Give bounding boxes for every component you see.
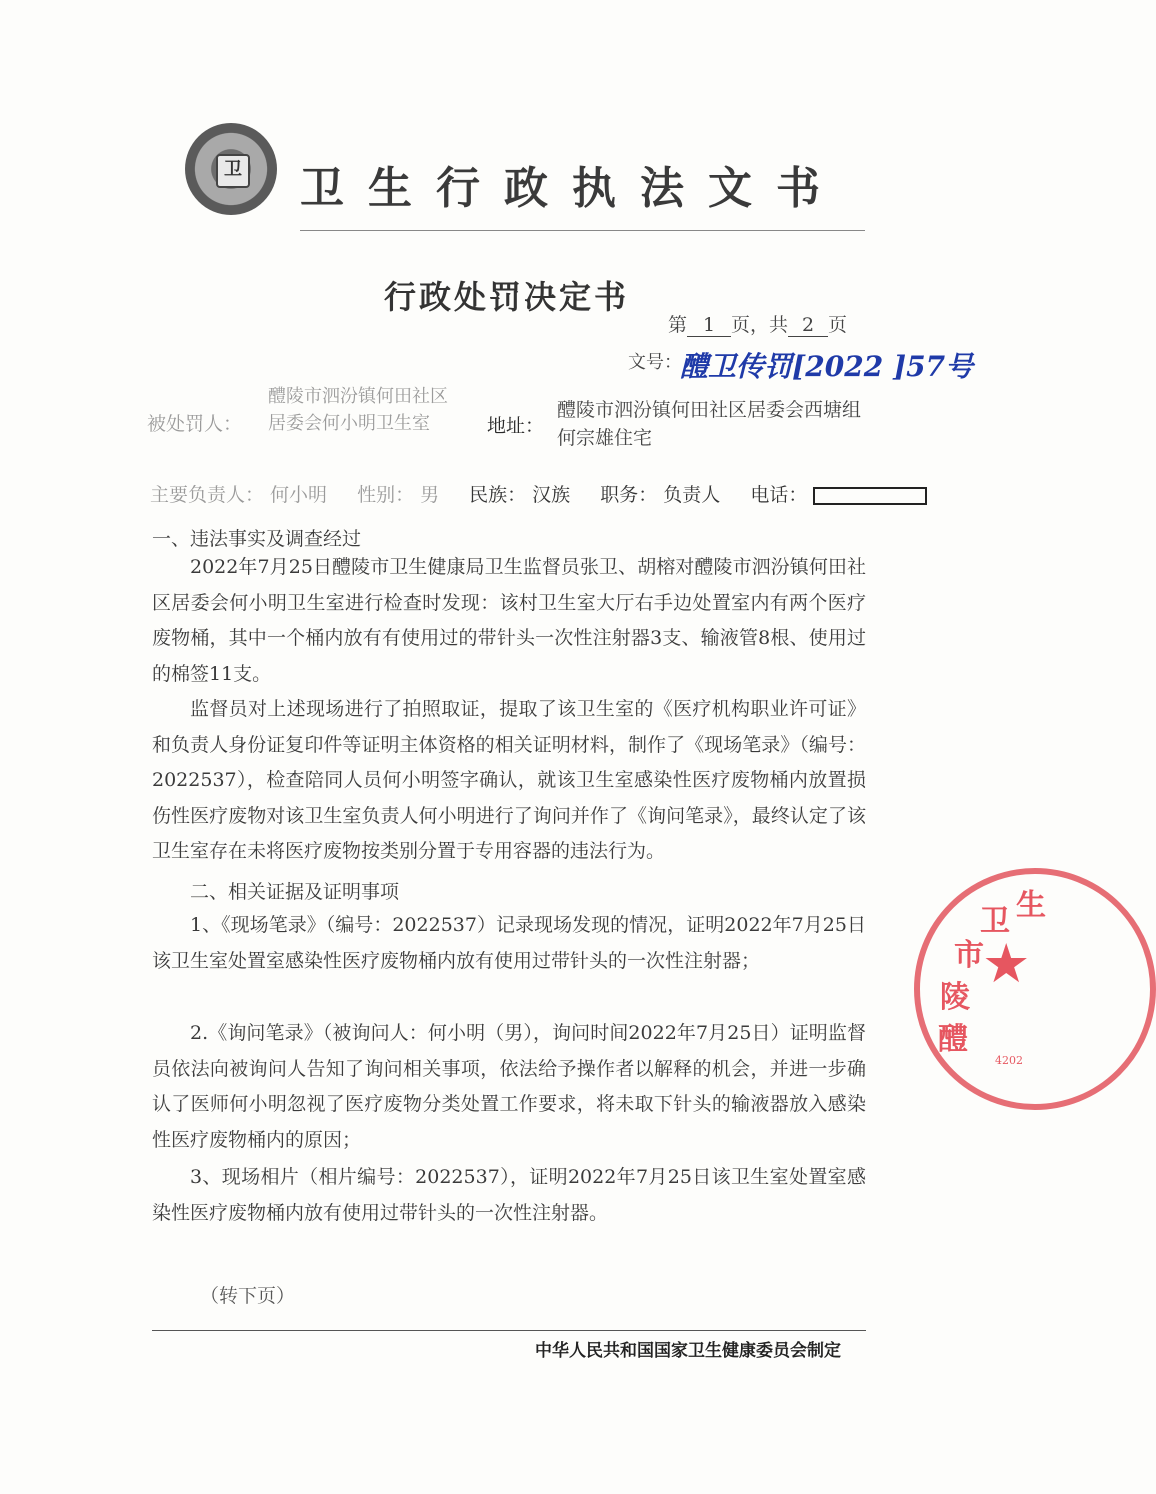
seal-char: 陵 — [940, 980, 970, 1015]
position-label: 职务： — [600, 484, 658, 506]
evidence-3: 3、现场相片（相片编号：2022537），证明2022年7月25日该卫生室处置室感染性医疗废物桶内放有使用过带针头的一次性注射器。 — [152, 1166, 866, 1224]
footer-divider — [152, 1330, 866, 1331]
page-current: 1 — [687, 314, 731, 337]
section1-paragraph2: 监督员对上述现场进行了拍照取证，提取了该卫生室的《医疗机构职业许可证》和负责人身份证复印件等证明主体资格的相关证明材料，制作了《现场笔录》（编号：2022537），检查陪同人员何小明签字确认，就该卫生室感染性医疗废物桶内放置损伤性医疗废物对该卫生室负责人何小明进行了询问并作了《询问笔录》，最终认定了该卫生室存在未将医疗废物按类别分置于专用容器的违法行为。 — [152, 698, 866, 862]
turn-page-note: （转下页） — [200, 1285, 296, 1307]
seal-star-icon: ★ — [982, 932, 1031, 995]
evidence-2: 2.《询问笔录》（被询问人：何小明（男），询问时间2022年7月25日）证明监督员依法向被询问人告知了询问相关事项，依法给予操作者以解释的机会，并进一步确认了医师何小明忽视了医疗废物分类处置工作要求，将未取下针头的输液器放入感染性医疗废物桶内的原因； — [152, 1022, 866, 1151]
info-line — [150, 480, 933, 507]
official-seal — [914, 868, 1156, 1110]
footer-issuer: 中华人民共和国国家卫生健康委员会制定 — [535, 1341, 841, 1361]
seal-char: 醴 — [938, 1022, 968, 1057]
ethnicity-value: 汉族 — [532, 484, 571, 506]
phone-redacted-box — [813, 487, 927, 505]
seal-number: 4202 — [995, 1054, 1023, 1067]
section1-heading: 一、违法事实及调查经过 — [152, 528, 362, 550]
party-name: 醴陵市泗汾镇何田社区居委会何小明卫生室 — [268, 386, 448, 434]
header-divider — [300, 230, 865, 231]
document-title: 行政处罚决定书 — [384, 278, 630, 316]
ethnicity-label: 民族： — [469, 484, 527, 506]
address-label: 地址： — [487, 415, 545, 437]
doc-number-handwritten: 醴卫传罚[2022 ]57号 — [680, 350, 974, 383]
seal-char: 生 — [1016, 888, 1046, 923]
phone-label: 电话： — [750, 484, 808, 506]
page-total: 2 — [788, 314, 828, 337]
emblem-logo — [185, 123, 277, 215]
evidence-1: 1、《现场笔录》（编号：2022537）记录现场发现的情况，证明2022年7月25日该卫生室处置室感染性医疗废物桶内放有使用过带针头的一次性注射器； — [152, 914, 866, 972]
doc-number-label: 文号： — [628, 352, 682, 373]
party-label: 被处罚人： — [147, 413, 243, 435]
section2-heading: 二、相关证据及证明事项 — [190, 881, 400, 903]
responsible-label: 主要负责人： — [150, 484, 265, 506]
gender-label: 性别： — [357, 484, 415, 506]
gender-value: 男 — [420, 484, 440, 506]
seal-char: 卫 — [980, 904, 1010, 939]
header-title: 卫生行政执法文书 — [300, 163, 844, 214]
address-value: 醴陵市泗汾镇何田社区居委会西塘组何宗雄住宅 — [557, 399, 862, 449]
emblem-center: 卫 — [216, 154, 250, 188]
section1-paragraph1: 2022年7月25日醴陵市卫生健康局卫生监督员张卫、胡榕对醴陵市泗汾镇何田社区居委会何小明卫生室进行检查时发现：该村卫生室大厅右手边处置室内有两个医疗废物桶，其中一个桶内放有有使用过的带针头一次性注射器3支、输液管8根、使用过的棉签11支。 — [152, 556, 866, 685]
position-value: 负责人 — [663, 484, 721, 506]
page-info: 第 1 页，共 2 页 — [668, 314, 848, 336]
responsible-value: 何小明 — [270, 484, 328, 506]
seal-char: 市 — [954, 938, 984, 973]
